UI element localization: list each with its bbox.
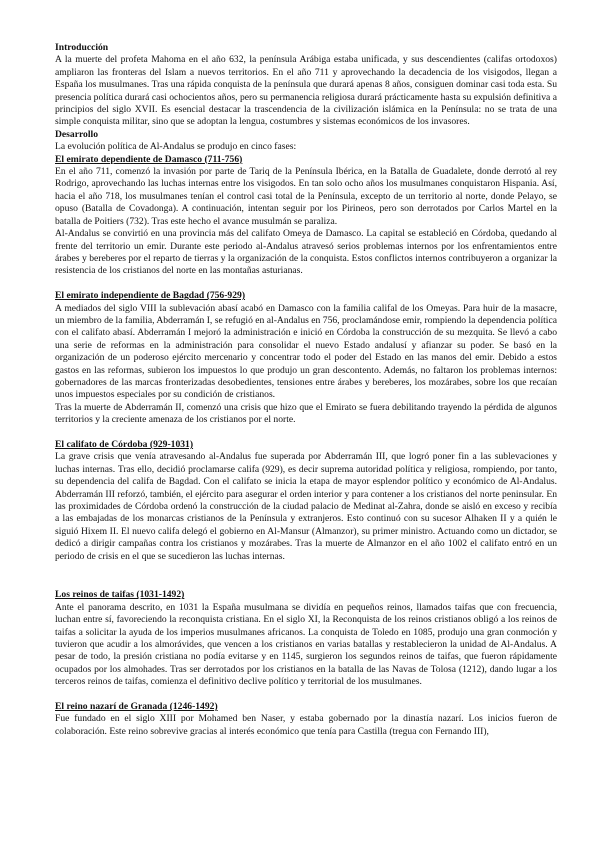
section-title-emirato-dependiente: El emirato dependiente de Damasco (711-756) bbox=[55, 153, 243, 165]
section-paragraph: Fue fundado en el siglo XIII por Mohamed ben Naser, y estaba gobernado por la dinastía nazarí. Los inicios fueron de colaboración. Este reino sobrevive gracias al interés económico que tenía para Castilla (tregua con Fernando III), bbox=[55, 713, 557, 737]
heading-introduccion: Introducción bbox=[55, 42, 109, 53]
heading-desarrollo: Desarrollo bbox=[55, 128, 98, 140]
section-paragraph: Al-Andalus se convirtió en una provincia más del califato Omeya de Damasco. La capital se estableció en Córdoba, quedando al frente del territorio un emir. Durante este periodo al-Andalus atravesó serios problemas internos por los enfrentamientos entre árabes y bereberes por el reparto de tierras y la organización de la conquista. Estos conflictos internos contribuyeron a organizar la resistencia de los cristianos del norte en las montañas asturianas. bbox=[55, 228, 557, 277]
section-paragraph: A mediados del siglo VIII la sublevación abasí acabó en Damasco con la familia califal de los Omeyas. Para huir de la masacre, un miembro de la familia, Abderramán I, se refugió en al-Andalus en 756, proclamándose emir, rompiendo la dependencia política con el califato abasí. Abderramán I mejoró la administración e inició en Córdoba la construcción de su mezquita. Se llevó a cabo una serie de reformas en la administración para consolidar el nuevo Estado andalusí y afianzar su poder. Se basó en la organización de un poderoso ejército mercenario y concentrar todo el poder del Estado en las manos del emir. Debido a estos gastos en las reformas, subieron los impuestos lo que produjo un gran descontento. Además, no faltaron los problemas internos: gobernadores de las marcas fronterizadas desobedientes, tensiones entre árabes y bereberes, los mozárabes, sobre los que recaían unos impuestos especiales por su condición de cristianos. bbox=[55, 302, 557, 401]
section-title-emirato-independiente: El emirato independiente de Bagdad (756-929) bbox=[55, 290, 246, 302]
document-page bbox=[55, 42, 557, 738]
spacer bbox=[55, 577, 557, 589]
section-title-califato: El califato de Córdoba (929-1031) bbox=[55, 438, 194, 450]
spacer bbox=[55, 689, 557, 701]
spacer bbox=[55, 563, 557, 577]
section-paragraph: La grave crisis que venía atravesando al-Andalus fue superada por Abderramán III, que logró poner fin a las sublevaciones y luchas internas. Tras ello, decidió proclamarse califa (929), es decir suprema autoridad política y religiosa, rompiendo, por tanto, su dependencia del califa de Bagdad. Con el califato se inicia la etapa de mayor esplendor político y económico de Al-Andalus. Abderramán III reforzó, también, el ejército para asegurar el orden interior y para contener a los cristianos del norte peninsular. En las proximidades de Córdoba ordenó la construcción de la ciudad palacio de Medinat al-Zahra, donde se aisló en exceso y recibía a las embajadas de los monarcas cristianos de la Península y extranjeros. Esto continuó con su sucesor Alhaken II y a quién le siguió Hixem II. El nuevo califa delegó el gobierno en Al-Mansur (Almanzor), su primer ministro. Actuando como un dictador, se dedicó a dirigir campañas contra los cristianos y mozárabes. Tras la muerte de Almanzor en el año 1002 el califato entró en un periodo de crisis en el que se sucedieron las luchas internas. bbox=[55, 451, 557, 562]
intro-paragraph: A la muerte del profeta Mahoma en el año 632, la península Arábiga estaba unificada, y sus descendientes (califas ortodoxos) ampliaron las fronteras del Islam a nuevos territorios. En el año 711 y aprovechando la decadencia de los visigodos, llegan a España los musulmanes. Tras una rápida conquista de la península que durará apenas 8 años, consiguen dominar casi toda esta. Su presencia política durará casi ochocientos años, pero su permanencia religiosa durará prácticamente hasta su expulsión definitiva a principios del siglo XVII. Es esencial destacar la trascendencia de la civilización islámica en la Península: no se trata de una simple conquista militar, sino que se adoptan la lengua, costumbres y sistemas económicos de los invasores. bbox=[55, 54, 557, 128]
spacer bbox=[55, 427, 557, 439]
section-title-taifas: Los reinos de taifas (1031-1492) bbox=[55, 589, 185, 601]
section-paragraph: Tras la muerte de Abderramán II, comenzó una crisis que hizo que el Emirato se fuera debilitando trayendo la pérdida de algunos territorios y la creciente amenaza de los cristianos por el norte. bbox=[55, 401, 557, 426]
desarrollo-intro: La evolución política de Al-Andalus se produjo en cinco fases: bbox=[55, 141, 297, 153]
section-title-nazari: El reino nazarí de Granada (1246-1492) bbox=[55, 701, 218, 713]
section-paragraph: En el año 711, comenzó la invasión por parte de Tariq de la Península Ibérica, en la Batalla de Guadalete, donde derrotó al rey Rodrigo, aprovechando las luchas internas entre los visigodos. En tan solo ocho años los musulmanes conquistaron Hispania. Así, hacia el año 718, los musulmanes tenían el control casi total de la Península, excepto de un territorio al norte, donde Pelayo, se opuso (Batalla de Covadonga). A continuación, intentan seguir por los Pirineos, pero son derrotados por Carlos Martel en la batalla de Poitiers (732). Tras este hecho el avance musulmán se paraliza. bbox=[55, 166, 557, 227]
spacer bbox=[55, 278, 557, 290]
section-paragraph: Ante el panorama descrito, en 1031 la España musulmana se dividía en pequeños reinos, llamados taifas que con frecuencia, luchan entre sí, favoreciendo la reconquista cristiana. En el siglo XI, la Reconquista de los reinos cristianos obligó a los reinos de taifas a solicitar la ayuda de los imperios musulmanes africanos. La conquista de Toledo en 1085, produjo una gran conmoción y tuvieron que acudir a los almorávides, que vencen a los cristianos en varias batallas y restablecieron la unidad de Al-Andalus. A pesar de todo, la presión cristiana no podía evitarse y en 1145, surgieron los segundos reinos de taifas, que fueron rápidamente ocupados por los almohades. Tras ser derrotados por los cristianos en la batalla de las Navas de Tolosa (1212), dando lugar a los terceros reinos de taifas, comienza el definitivo declive político y territorial de los musulmanes. bbox=[55, 601, 557, 688]
